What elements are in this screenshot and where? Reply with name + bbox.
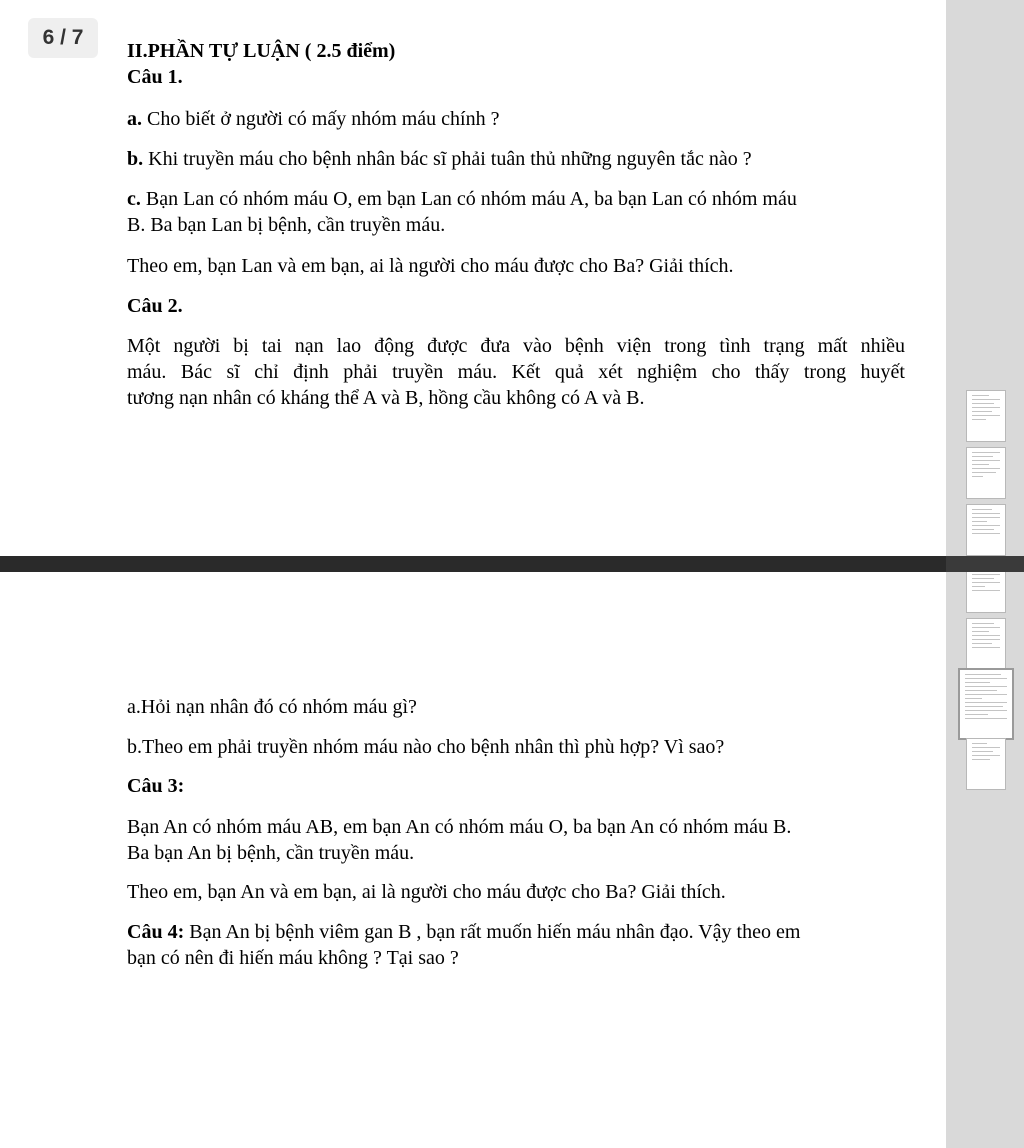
- cau2-paragraph-line3: tương nạn nhân có kháng thể A và B, hồng cầu không có A và B.: [127, 387, 645, 409]
- cau1-question: Theo em, bạn Lan và em bạn, ai là người cho máu được cho Ba? Giải thích.: [127, 255, 734, 277]
- page-thumbnail-5[interactable]: [966, 618, 1006, 670]
- cau1-b-text: Khi truyền máu cho bệnh nhân bác sĩ phải tuân thủ những nguyên tắc nào ?: [143, 148, 752, 170]
- cau1-c-label: c.: [127, 188, 141, 210]
- cau2-question-b: b.Theo em phải truyền nhóm máu nào cho bệnh nhân thì phù hợp? Vì sao?: [127, 736, 725, 758]
- cau1-item-a: [127, 106, 500, 132]
- page-thumbnail-3[interactable]: [966, 504, 1006, 556]
- section-title: II.PHẦN TỰ LUẬN ( 2.5 điểm): [127, 40, 396, 62]
- cau3-heading: Câu 3:: [127, 775, 185, 797]
- cau1-c-text-line1: Bạn Lan có nhóm máu O, em bạn Lan có nhóm máu A, ba bạn Lan có nhóm máu: [140, 188, 797, 210]
- cau4-text-line2: bạn có nên đi hiến máu không ? Tại sao ?: [127, 947, 459, 969]
- page-thumbnail-6-current[interactable]: [958, 668, 1014, 740]
- cau2-paragraph-line1: Một người bị tai nạn lao động được đưa vào bệnh viện trong tình trạng mất nhiều: [127, 335, 905, 357]
- cau1-item-c: [127, 186, 797, 212]
- cau4-line1: [127, 919, 800, 945]
- page-separator: [0, 556, 946, 572]
- cau1-b-label: b.: [127, 148, 144, 170]
- page-thumbnail-7[interactable]: [966, 738, 1006, 790]
- page-6-bottom: [0, 572, 946, 1148]
- cau1-c-text-line2: B. Ba bạn Lan bị bệnh, cần truyền máu.: [127, 214, 446, 236]
- page-thumbnail-1[interactable]: [966, 390, 1006, 442]
- page-thumbnail-2[interactable]: [966, 447, 1006, 499]
- cau4-text-line1: Bạn An bị bệnh viêm gan B , bạn rất muốn hiến máu nhân đạo. Vậy theo em: [184, 921, 801, 943]
- cau3-paragraph-line2: Ba bạn An bị bệnh, cần truyền máu.: [127, 842, 415, 864]
- cau1-a-label: a.: [127, 108, 142, 130]
- cau3-paragraph-line1: Bạn An có nhóm máu AB, em bạn An có nhóm máu O, ba bạn An có nhóm máu B.: [127, 816, 792, 838]
- page-counter: 6 / 7: [28, 18, 98, 58]
- thumbnail-sidebar[interactable]: [946, 0, 1024, 1148]
- cau3-question: Theo em, bạn An và em bạn, ai là người cho máu được cho Ba? Giải thích.: [127, 881, 726, 903]
- sidebar-separator: [946, 556, 1024, 572]
- cau1-heading: Câu 1.: [127, 66, 183, 88]
- page-6-top: [0, 0, 946, 556]
- cau1-a-text: Cho biết ở người có mấy nhóm máu chính ?: [142, 108, 500, 130]
- cau2-paragraph-line2: máu. Bác sĩ chỉ định phải truyền máu. Kết quả xét nghiệm cho thấy trong huyết: [127, 361, 905, 383]
- cau4-heading: Câu 4:: [127, 921, 185, 943]
- cau2-heading: Câu 2.: [127, 295, 183, 317]
- cau1-item-b: [127, 146, 752, 172]
- cau2-question-a: a.Hỏi nạn nhân đó có nhóm máu gì?: [127, 696, 417, 718]
